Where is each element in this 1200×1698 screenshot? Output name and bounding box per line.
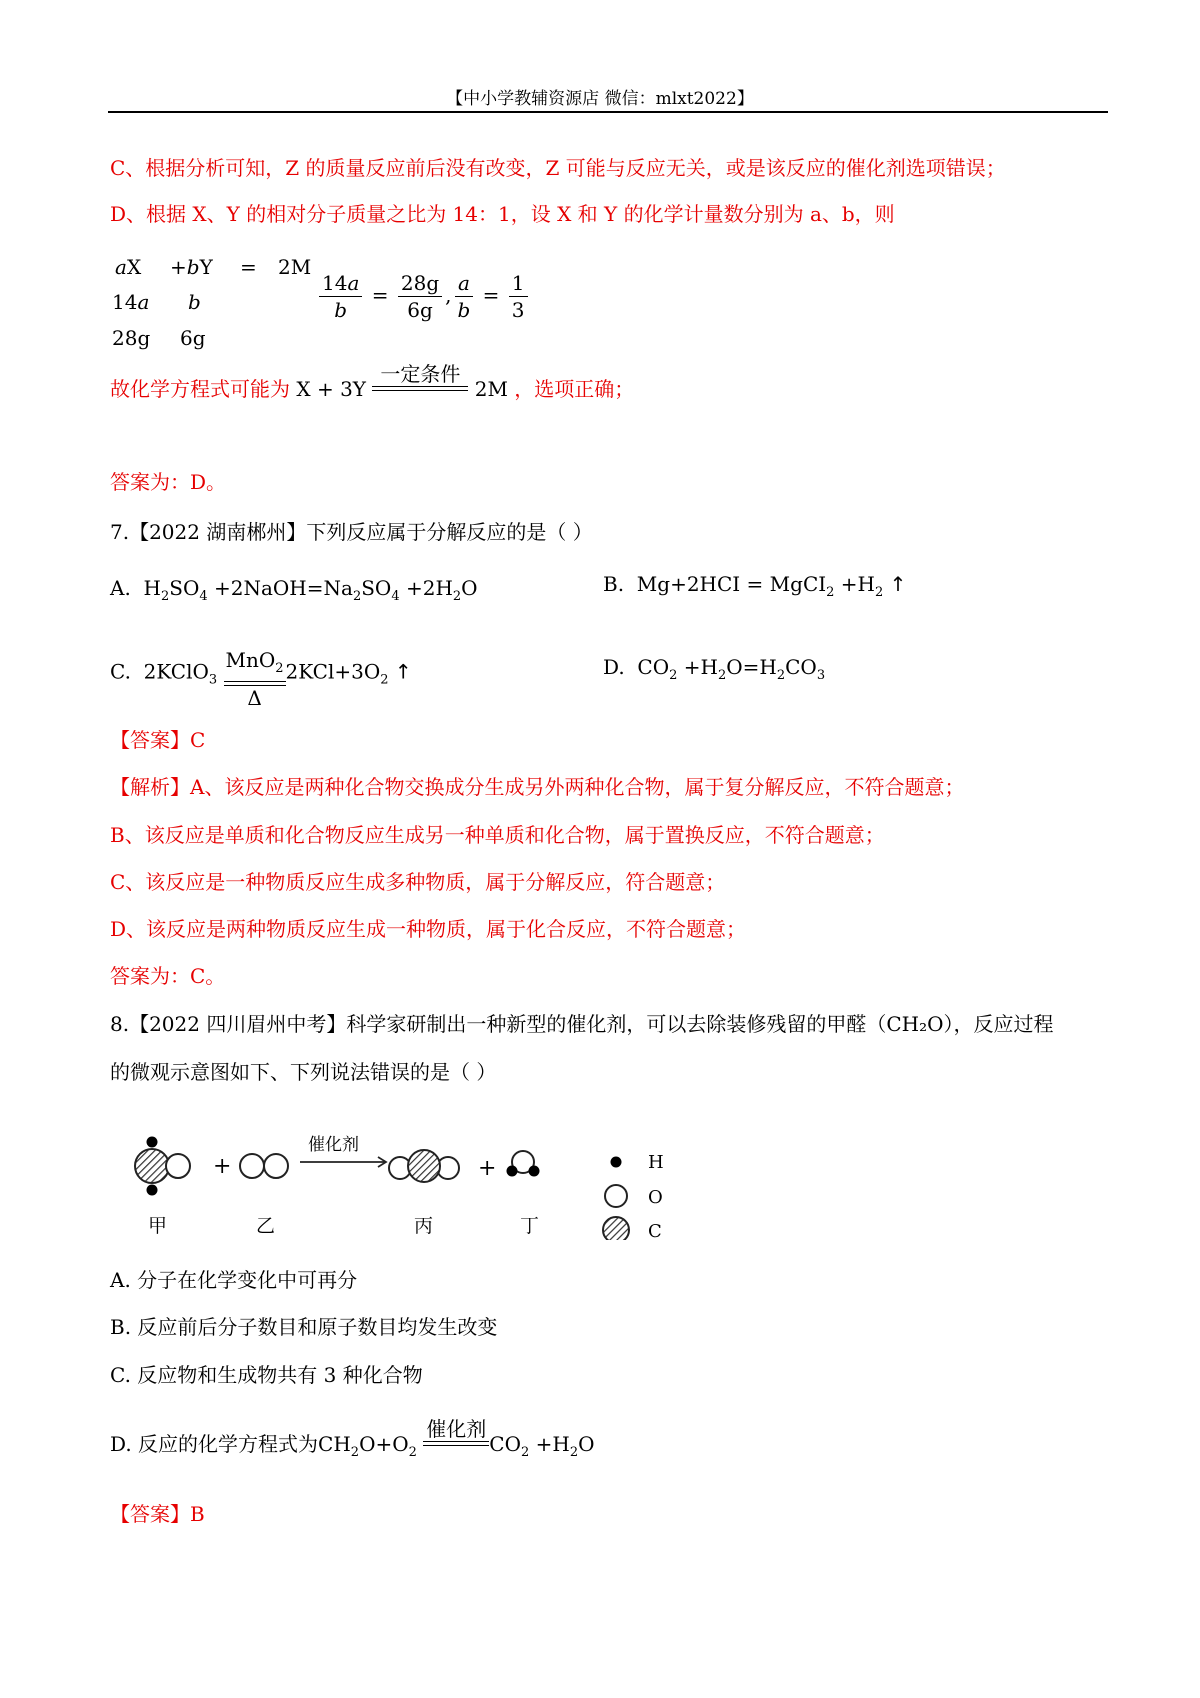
legend-o: O (648, 1187, 663, 1208)
q8-option-a: A. 分子在化学变化中可再分 (110, 1268, 358, 1292)
reaction-condition: 催化剂 (423, 1417, 489, 1446)
molecule-formaldehyde (135, 1137, 190, 1196)
table-cell: +bY (170, 255, 213, 279)
q7-answer-final: 答案为：C。 (110, 964, 226, 988)
label-yi: 乙 (256, 1215, 276, 1237)
table-cell: = (240, 255, 257, 279)
q6-answer: 答案为：D。 (110, 470, 227, 494)
molecule-carbon-dioxide (389, 1150, 459, 1182)
q7-analysis-line: D、该反应是两种物质反应生成一种物质，属于化合反应，不符合题意； (110, 917, 747, 941)
table-cell: aX (115, 255, 142, 279)
q7-analysis-line: 【解析】A、该反应是两种化合物交换成分生成另外两种化合物，属于复分解反应，不符合题意； (110, 775, 965, 799)
q8-stem: 8.【2022 四川眉州中考】科学家研制出一种新型的催化剂，可以去除装修残留的甲醛（CH₂O），反应过程 (110, 1012, 1054, 1036)
q7-analysis-line: C、该反应是一种物质反应生成多种物质，属于分解反应，符合题意； (110, 870, 726, 894)
catalyst-label: 催化剂 (308, 1135, 359, 1155)
table-cell: 14a (112, 290, 150, 314)
table-cell: 28g (112, 326, 151, 350)
q8-answer: 【答案】B (110, 1502, 205, 1526)
legend-c: C (648, 1221, 662, 1240)
fraction: $\frac{1}{3}$ (509, 270, 528, 323)
ratio-equation: $\frac{14a}{b}$ = $\frac{28g}{6g}$ , $\frac{a}{b}$ = $\frac{1}{3}$ (316, 270, 531, 323)
fraction: $\frac{a}{b}$ (455, 270, 474, 323)
q7-answer: 【答案】C (110, 728, 206, 752)
reaction-condition: 一定条件 (372, 362, 468, 391)
label-ding: 丁 (520, 1215, 540, 1237)
page-header: 【中小学教辅资源店 微信：mlxt2022】 (446, 89, 754, 109)
table-cell: b (188, 290, 201, 314)
plus-sign: + (478, 1156, 497, 1181)
q7-analysis-line: B、该反应是单质和化合物反应生成另一种单质和化合物，属于置换反应，不符合题意； (110, 823, 885, 847)
plus-sign: + (213, 1154, 232, 1179)
fraction: $\frac{28g}{6g}$ (398, 270, 442, 323)
legend (603, 1152, 664, 1240)
q6-conclusion: 故化学方程式可能为 X + 3Y 一定条件 2M ，选项正确； (110, 362, 635, 401)
label-bing: 丙 (414, 1215, 434, 1237)
q8-option-b: B. 反应前后分子数目和原子数目均发生改变 (110, 1315, 498, 1339)
fraction: $\frac{14a}{b}$ (319, 270, 362, 323)
label-jia: 甲 (148, 1215, 168, 1237)
molecule-water (507, 1151, 540, 1177)
q7-option-c: C. 2KClO$_3$ MnO$_2$ Δ $2KCl+3O_2$ ↑ (110, 648, 412, 710)
legend-h: H (648, 1152, 664, 1173)
reaction-arrow (300, 1135, 386, 1167)
molecule-oxygen (240, 1154, 288, 1178)
q7-option-b: B. Mg+2HCI = MgCI$_2$ $+H_2$ ↑ (603, 572, 907, 600)
reaction-condition: MnO$_2$ Δ (225, 648, 284, 710)
q7-option-a: A. $H_2SO_4$ $+2NaOH=Na_2SO_4 +2H_2O$ (110, 576, 478, 604)
q6-option-c-analysis: C、根据分析可知，Z 的质量反应前后没有改变，Z 可能与反应无关，或是该反应的催化剂选项错误； (110, 156, 1006, 180)
q7-stem: 7.【2022 湖南郴州】下列反应属于分解反应的是（ ） (110, 520, 593, 544)
table-cell: 2M (278, 255, 312, 279)
reaction-micro-diagram (128, 1120, 768, 1240)
q8-option-d: D. 反应的化学方程式为$CH_2O+O_2$ 催化剂 $CO_2 +H_2O$ (110, 1417, 595, 1460)
q8-option-c: C. 反应物和生成物共有 3 种化合物 (110, 1363, 423, 1387)
q6-option-d-analysis: D、根据 X、Y 的相对分子质量之比为 14：1，设 X 和 Y 的化学计量数分别为 a、b，则 (110, 202, 895, 226)
q7-option-d: D. $CO_2 +H_2O=H_2CO_3$ (603, 655, 826, 683)
table-cell: 6g (180, 326, 206, 350)
header-rule (108, 111, 1108, 113)
q8-stem-2: 的微观示意图如下、下列说法错误的是（ ） (110, 1060, 497, 1084)
